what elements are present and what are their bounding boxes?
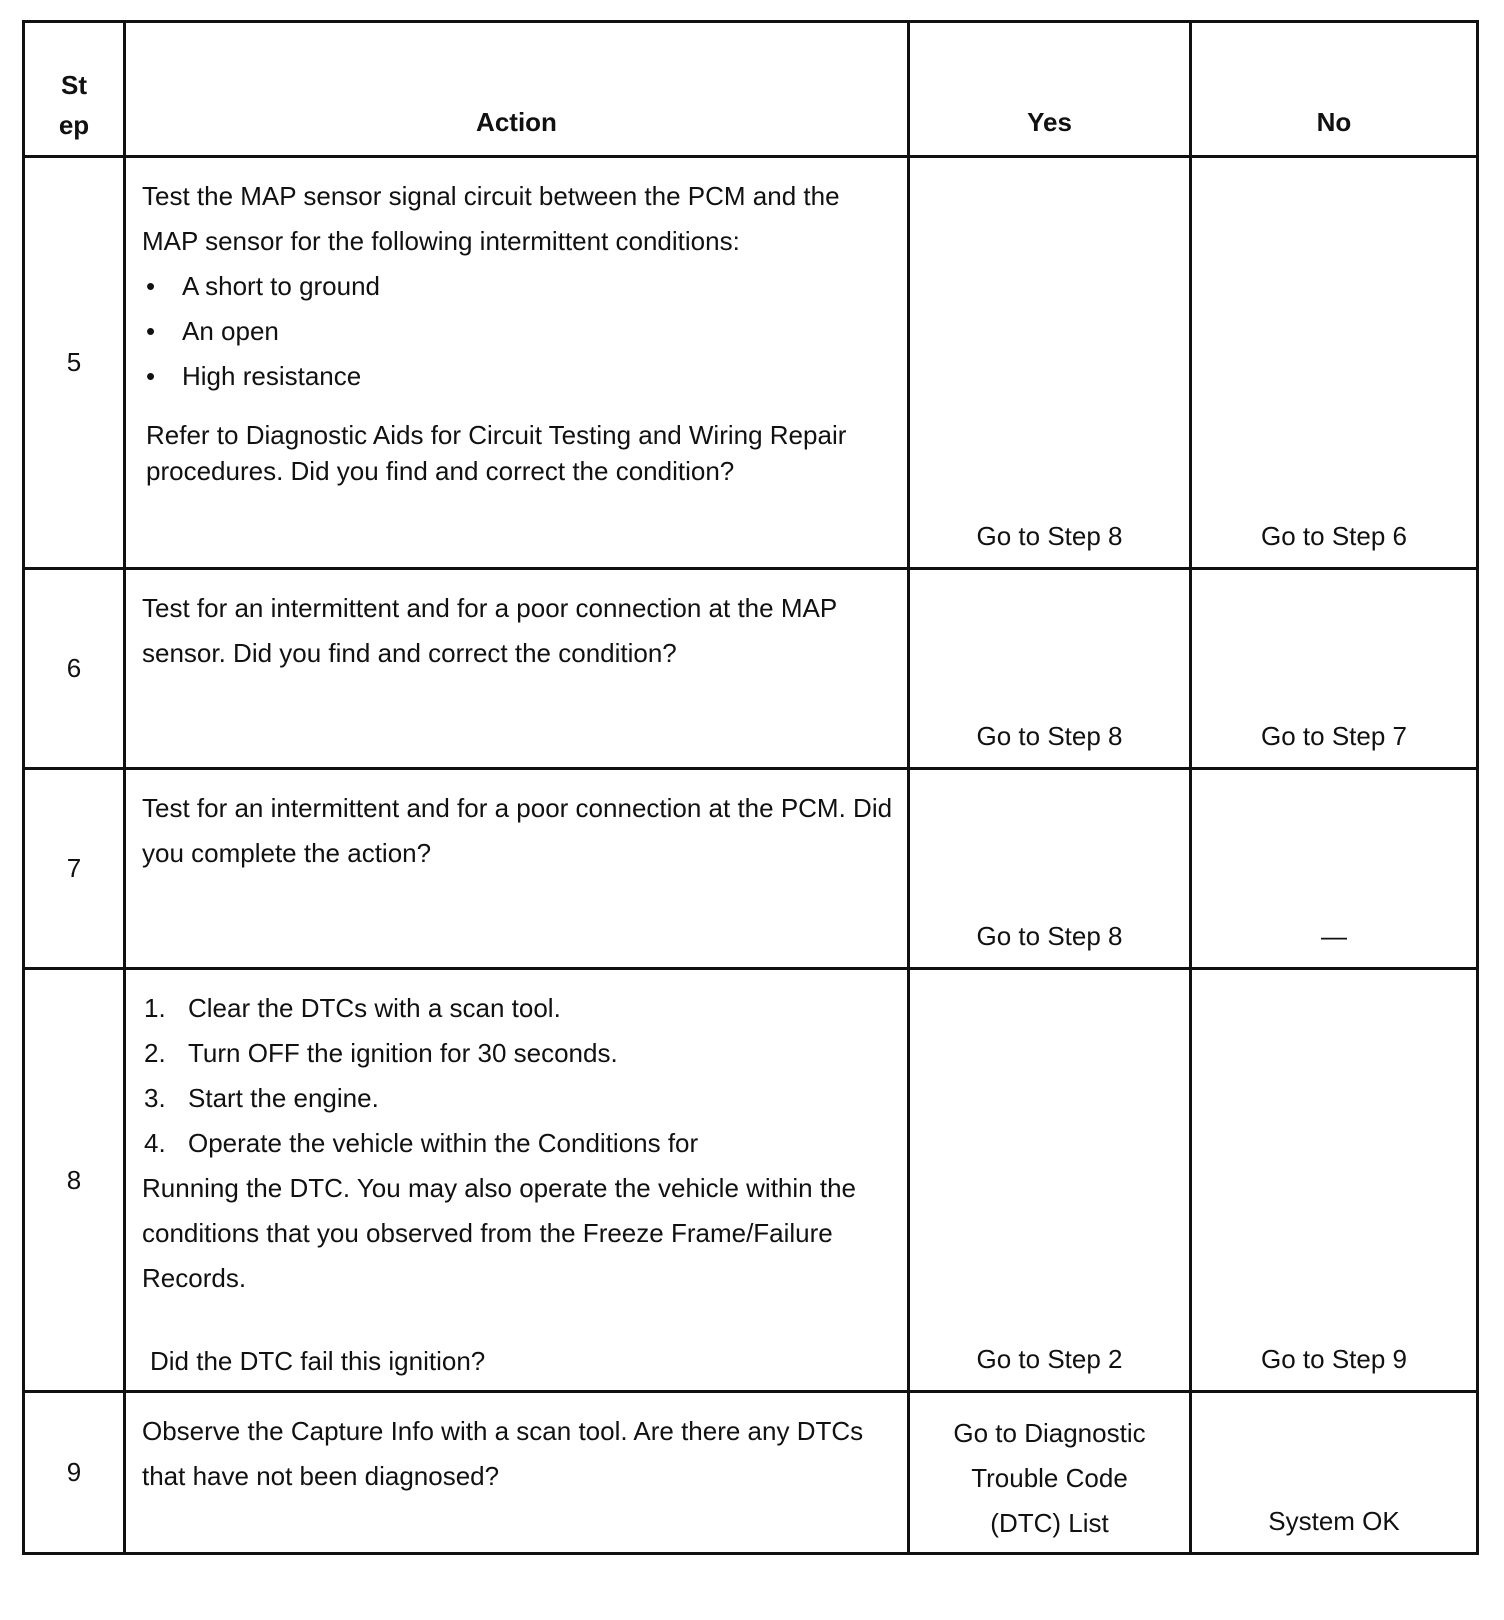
action-question: Did the DTC fail this ignition? — [150, 1346, 486, 1376]
header-row — [24, 22, 1478, 157]
yes-line: Trouble Code — [971, 1463, 1128, 1493]
list-number: 4. — [144, 1128, 166, 1158]
header-no: No — [1191, 22, 1478, 157]
no-result: Go to Step 7 — [1191, 569, 1478, 769]
header-step-line1: St — [61, 70, 87, 100]
spacer — [142, 1301, 895, 1339]
yes-result — [909, 1392, 1191, 1554]
step-number: 7 — [24, 769, 125, 969]
step-number: 6 — [24, 569, 125, 769]
table-row — [24, 569, 1478, 769]
list-text: Operate the vehicle within the Conditions for — [188, 1128, 699, 1158]
diagnostic-table — [22, 20, 1479, 1555]
step-number: 5 — [24, 157, 125, 569]
header-step-line2: ep — [58, 110, 90, 140]
no-result: Go to Step 9 — [1191, 969, 1478, 1392]
action-cell — [125, 157, 909, 569]
yes-line: Go to Diagnostic — [953, 1418, 1146, 1448]
no-result: System OK — [1191, 1392, 1478, 1554]
list-text: Turn OFF the ignition for 30 seconds. — [188, 1038, 618, 1068]
action-text: Test for an intermittent and for a poor connection at the PCM. Did you complete the action? — [142, 793, 893, 868]
action-text: Observe the Capture Info with a scan tool. Are there any DTCs that have not been diagnosed? — [142, 1416, 864, 1491]
action-continuation: Running the DTC. You may also operate the vehicle within the conditions that you observed from the Freeze Frame/Failure Records. — [142, 1173, 856, 1293]
list-item: • An open — [142, 309, 895, 354]
action-cell — [125, 969, 909, 1392]
action-cell — [125, 569, 909, 769]
list-item — [142, 1121, 895, 1166]
header-step — [24, 22, 125, 157]
header-yes: Yes — [909, 22, 1191, 157]
list-item: • A short to ground — [142, 264, 895, 309]
yes-result: Go to Step 2 — [909, 969, 1191, 1392]
action-text: Test the MAP sensor signal circuit between the PCM and the MAP sensor for the following intermittent conditions: — [142, 181, 840, 256]
list-item: • High resistance — [142, 354, 895, 399]
list-number: 2. — [144, 1038, 166, 1068]
table-row — [24, 769, 1478, 969]
procedure-list — [142, 986, 895, 1166]
list-item — [142, 986, 895, 1031]
table-row — [24, 1392, 1478, 1554]
list-number: 3. — [144, 1083, 166, 1113]
list-item — [142, 1031, 895, 1076]
yes-line: (DTC) List — [990, 1508, 1109, 1538]
yes-result: Go to Step 8 — [909, 769, 1191, 969]
condition-list — [142, 264, 895, 399]
no-result: — — [1191, 769, 1478, 969]
action-cell — [125, 769, 909, 969]
table-row — [24, 157, 1478, 569]
step-number: 8 — [24, 969, 125, 1392]
list-text: Start the engine. — [188, 1083, 379, 1113]
step-number: 9 — [24, 1392, 125, 1554]
yes-result: Go to Step 8 — [909, 157, 1191, 569]
yes-result: Go to Step 8 — [909, 569, 1191, 769]
list-item — [142, 1076, 895, 1121]
action-text: Test for an intermittent and for a poor connection at the MAP sensor. Did you find and correct the condition? — [142, 593, 837, 668]
list-number: 1. — [144, 993, 166, 1023]
action-cell — [125, 1392, 909, 1554]
table-row — [24, 969, 1478, 1392]
action-note: Refer to Diagnostic Aids for Circuit Testing and Wiring Repair procedures. Did you find and correct the condition? — [146, 420, 847, 486]
header-action: Action — [125, 22, 909, 157]
list-text: Clear the DTCs with a scan tool. — [188, 993, 561, 1023]
no-result: Go to Step 6 — [1191, 157, 1478, 569]
